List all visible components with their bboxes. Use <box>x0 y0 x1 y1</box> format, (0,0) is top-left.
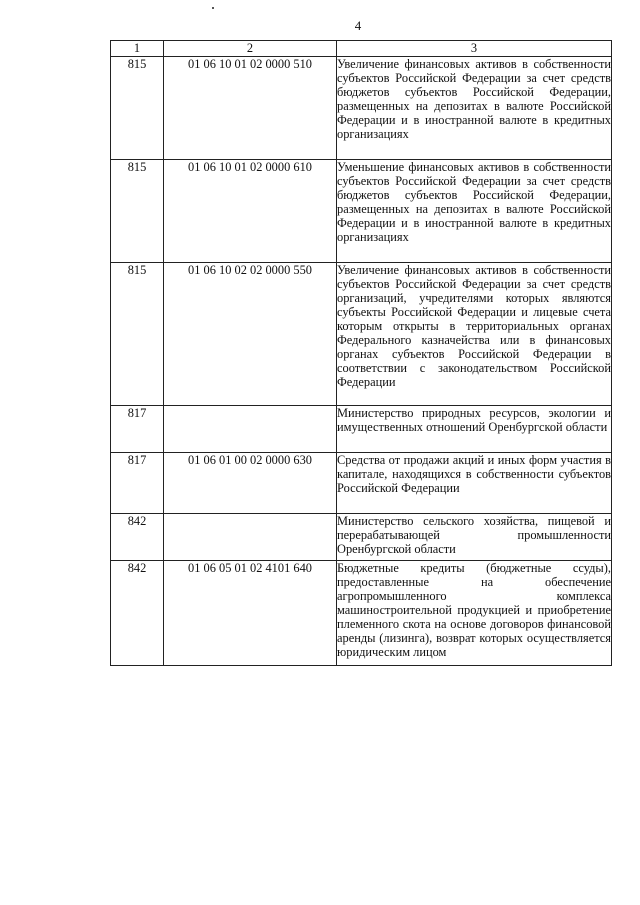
table-row <box>111 514 612 561</box>
budget-code-cell <box>164 514 337 561</box>
budget-code-cell: 01 06 10 02 02 0000 550 <box>164 263 337 406</box>
description-text: Средства от продажи акций и иных форм участия в капитале, находящихся в собственности субъектов Российской Федерации <box>337 453 611 495</box>
description-text: Увеличение финансовых активов в собственности субъектов Российской Федерации за счет средств организаций, учредителями которых являются субъекты Российской Федерации и лицевые счета которым открыты в территориальных органах Федерального казначейства или в финансовых органах субъектов Российской Федерации в соответствии с законодательством Российской Федерации <box>337 263 611 389</box>
budget-codes-table <box>110 40 612 666</box>
column-header: 3 <box>337 41 612 57</box>
scan-speck <box>212 7 214 9</box>
description-cell <box>337 160 612 263</box>
admin-code-cell: 842 <box>111 561 164 666</box>
description-cell <box>337 263 612 406</box>
budget-code-cell: 01 06 10 01 02 0000 610 <box>164 160 337 263</box>
table-row <box>111 406 612 453</box>
budget-code-cell: 01 06 01 00 02 0000 630 <box>164 453 337 514</box>
budget-code-cell: 01 06 10 01 02 0000 510 <box>164 57 337 160</box>
admin-code-cell: 815 <box>111 263 164 406</box>
table-row <box>111 561 612 666</box>
budget-code-cell <box>164 406 337 453</box>
table-row <box>111 160 612 263</box>
admin-code-cell: 815 <box>111 160 164 263</box>
table-header-row <box>111 41 612 57</box>
admin-code-cell: 817 <box>111 406 164 453</box>
description-cell <box>337 57 612 160</box>
description-cell <box>337 514 612 561</box>
column-header: 1 <box>111 41 164 57</box>
description-text: Министерство сельского хозяйства, пищевой и перерабатывающей промышленности Оренбургской области <box>337 514 611 556</box>
description-text: Бюджетные кредиты (бюджетные ссуды), предоставленные на обеспечение агропромышленного комплекса машиностроительной продукцией и приобретение племенного скота на основе договоров финансовой аренды (лизинга), возврат которых осуществляется юридическим лицом <box>337 561 611 659</box>
description-cell <box>337 406 612 453</box>
admin-code-cell: 842 <box>111 514 164 561</box>
admin-code-cell: 815 <box>111 57 164 160</box>
description-cell <box>337 561 612 666</box>
admin-code-cell: 817 <box>111 453 164 514</box>
budget-code-cell: 01 06 05 01 02 4101 640 <box>164 561 337 666</box>
table-row <box>111 453 612 514</box>
description-text: Министерство природных ресурсов, экологии и имущественных отношений Оренбургской области <box>337 406 611 434</box>
description-text: Увеличение финансовых активов в собственности субъектов Российской Федерации за счет средств бюджетов субъектов Российской Федерации, размещенных на депозитах в валюте Российской Федерации и в иностранной валюте в кредитных организациях <box>337 57 611 141</box>
page-number: 4 <box>354 18 362 33</box>
table-row <box>111 263 612 406</box>
description-text: Уменьшение финансовых активов в собственности субъектов Российской Федерации за счет средств бюджетов субъектов Российской Федерации, размещенных на депозитах в валюте Российской Федерации и в иностранной валюте в кредитных организациях <box>337 160 611 244</box>
table-row <box>111 57 612 160</box>
column-header: 2 <box>164 41 337 57</box>
description-cell <box>337 453 612 514</box>
